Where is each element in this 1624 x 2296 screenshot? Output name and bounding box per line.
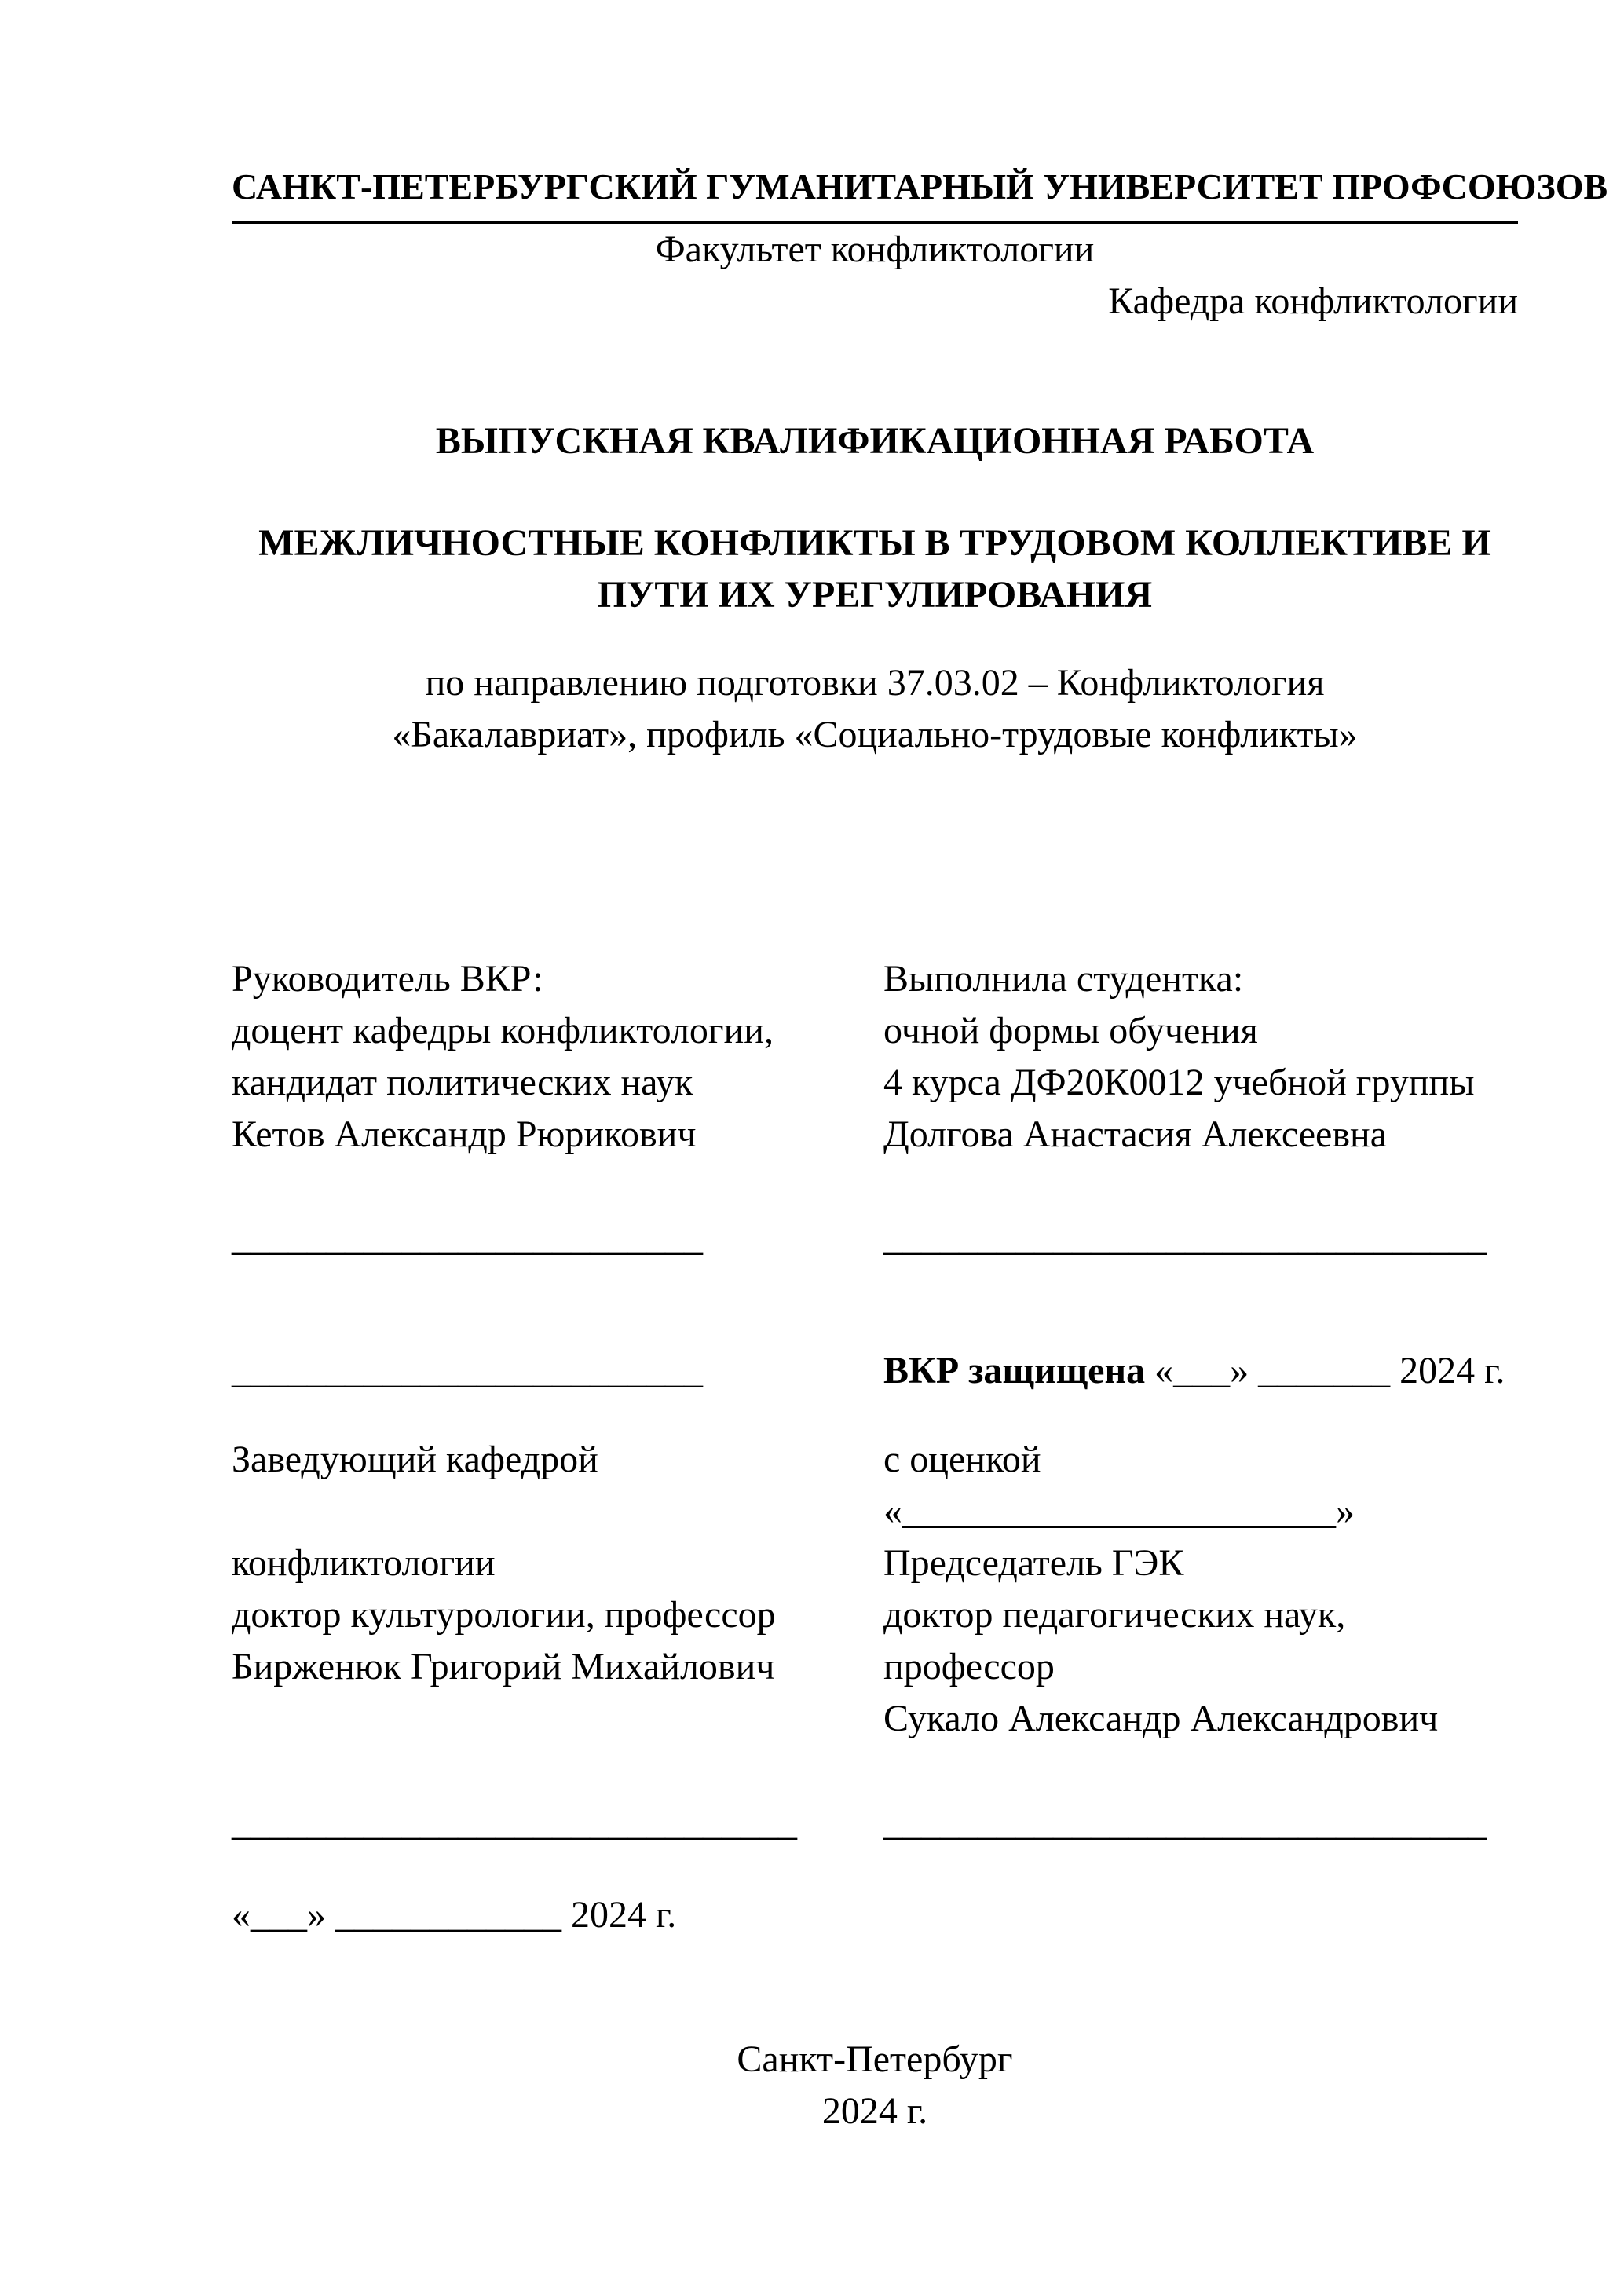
thesis-title <box>232 517 1518 621</box>
study-direction <box>232 657 1518 761</box>
supervisor-signature-line-2: _________________________ <box>232 1350 703 1391</box>
footer <box>232 2034 1518 2137</box>
grade-line: с оценкой «_______________________» <box>883 1439 1355 1532</box>
student-label: Выполнила студентка: <box>883 958 1244 1000</box>
student-info-line1: очной формы обучения <box>883 1010 1258 1051</box>
spacer <box>232 1849 1518 1889</box>
study-direction-line2: «Бакалавриат», профиль «Социально-трудовые конфликты» <box>392 714 1358 755</box>
chairman-signature-line: ________________________________ <box>883 1802 1487 1844</box>
student-info-line2: 4 курса ДФ20К0012 учебной группы <box>883 1062 1475 1103</box>
signatures-section <box>232 953 1518 1941</box>
spacer <box>232 1161 1518 1212</box>
row-position1 <box>232 1005 1518 1057</box>
spacer <box>232 1745 1518 1797</box>
head-of-department-position: доктор культурологии, профессор <box>232 1594 776 1636</box>
row-position2 <box>232 1057 1518 1109</box>
supervisor-label: Руководитель ВКР: <box>232 958 543 1000</box>
head-signature-line: ______________________________ <box>232 1802 797 1844</box>
row-head-position <box>232 1589 1518 1641</box>
row-signature-lines-2 <box>232 1797 1518 1849</box>
spacer <box>232 1264 1518 1345</box>
row-chairman-name <box>232 1693 1518 1745</box>
student-signature-line: ________________________________ <box>883 1217 1487 1259</box>
work-type-heading: ВЫПУСКНАЯ КВАЛИФИКАЦИОННАЯ РАБОТА <box>435 420 1315 462</box>
head-date-line: «___» ____________ 2024 г. <box>232 1894 677 1936</box>
study-direction-line1: по направлению подготовки 37.03.02 – Конфликтология <box>425 662 1325 704</box>
chairman-position-line2: профессор <box>883 1646 1055 1687</box>
row-signature-lines-1 <box>232 1212 1518 1264</box>
empty-cell <box>883 1889 1518 1941</box>
row-head-grade <box>232 1434 1518 1537</box>
supervisor-position-line1: доцент кафедры конфликтологии, <box>232 1010 774 1051</box>
defended-date-blank: «___» _______ 2024 г. <box>1154 1350 1505 1391</box>
row-head-chairman <box>232 1537 1518 1589</box>
university-name: САНКТ-ПЕТЕРБУРГСКИЙ ГУМАНИТАРНЫЙ УНИВЕРСИТЕТ ПРОФСОЮЗОВ <box>232 161 1518 224</box>
chairman-name: Сукало Александр Александрович <box>883 1698 1439 1739</box>
department-name: Кафедра конфликтологии <box>1108 280 1518 322</box>
chairman-position-line1: доктор педагогических наук, <box>883 1594 1346 1636</box>
row-labels <box>232 953 1518 1005</box>
row-signature-defended <box>232 1345 1518 1397</box>
row-names <box>232 1109 1518 1161</box>
spacer <box>232 1397 1518 1434</box>
footer-year: 2024 г. <box>821 2090 928 2132</box>
chairman-label: Председатель ГЭК <box>883 1542 1184 1584</box>
head-of-department-name: Бирженюк Григорий Михайлович <box>232 1646 775 1687</box>
thesis-title-line1: МЕЖЛИЧНОСТНЫЕ КОНФЛИКТЫ В ТРУДОВОМ КОЛЛЕКТИВЕ И <box>258 522 1491 564</box>
student-name: Долгова Анастасия Алексеевна <box>883 1113 1387 1155</box>
faculty-name: Факультет конфликтологии <box>655 229 1095 270</box>
defended-line <box>883 1345 1518 1397</box>
supervisor-signature-line: _________________________ <box>232 1217 703 1259</box>
defended-label: ВКР защищена <box>883 1350 1146 1391</box>
footer-city: Санкт-Петербург <box>737 2038 1013 2080</box>
head-of-department-label-line2: конфликтологии <box>232 1542 496 1584</box>
supervisor-name: Кетов Александр Рюрикович <box>232 1113 697 1155</box>
empty-cell <box>232 1693 883 1745</box>
row-date <box>232 1889 1518 1941</box>
row-head-name <box>232 1641 1518 1693</box>
head-of-department-label-line1: Заведующий кафедрой <box>232 1439 598 1480</box>
thesis-title-line2: ПУТИ ИХ УРЕГУЛИРОВАНИЯ <box>597 574 1153 616</box>
supervisor-position-line2: кандидат политических наук <box>232 1062 693 1103</box>
